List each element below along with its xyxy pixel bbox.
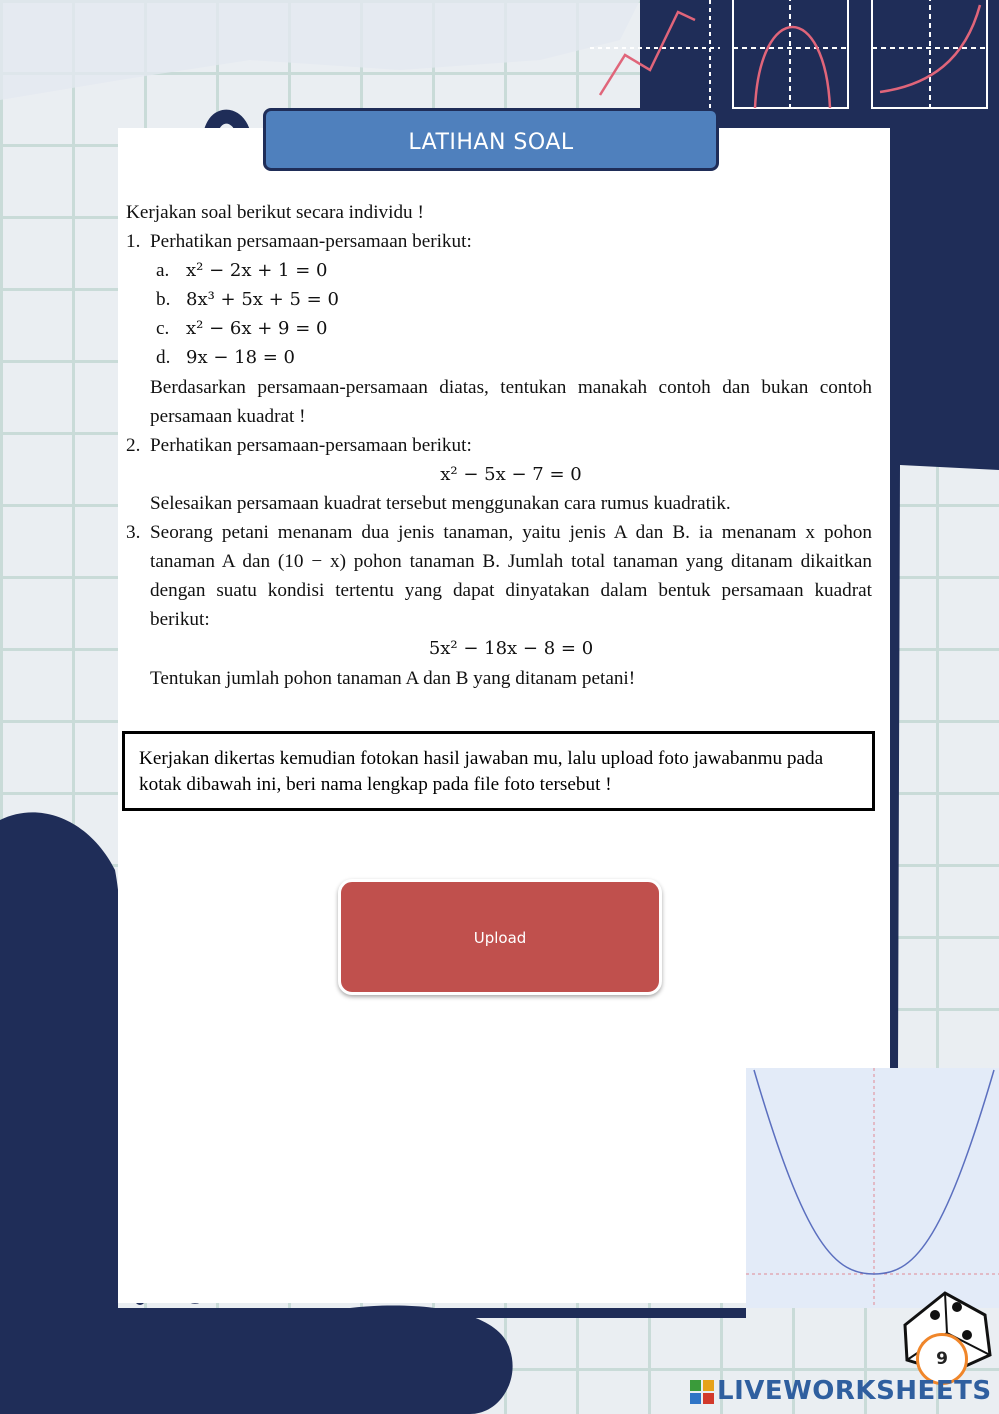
question-3: 3. Seorang petani menanam dua jenis tanaman, yaitu jenis A dan B. ia menanam x pohon tanaman A dan (10 − x) pohon tanaman B. Jumlah total tanaman yang ditanam dikaitkan dengan suatu kondisi tertentu yang dapat dinyatakan dalam bentuk persamaan kuadrat berikut: — [126, 522, 872, 631]
equation: x² − 6x + 9 = 0 — [186, 318, 328, 340]
equation: 8x³ + 5x + 5 = 0 — [186, 289, 339, 311]
submit-instruction-box: Kerjakan dikertas kemudian fotokan hasil jawaban mu, lalu upload foto jawabanmu pada kotak dibawah ini, beri nama lengkap pada file foto tersebut ! — [122, 731, 875, 811]
q2-equation: x² − 5x − 7 = 0 — [440, 463, 582, 485]
equation: x² − 2x + 1 = 0 — [186, 260, 328, 282]
q3-instruction: Tentukan jumlah pohon tanaman A dan B yang ditanam petani! — [150, 667, 636, 689]
parabola-graph-svg — [746, 1068, 999, 1308]
equation: 9x − 18 = 0 — [186, 347, 296, 369]
question-2: 2. Perhatikan persamaan-persamaan berikut: — [126, 434, 472, 456]
q1-instruction: Berdasarkan persamaan-persamaan diatas, tentukan manakah contoh dan bukan contoh persamaan kuadrat ! — [150, 376, 872, 427]
q3-equation: 5x² − 18x − 8 = 0 — [428, 638, 594, 660]
q1-option-d: d. 9x − 18 = 0 — [156, 347, 296, 369]
liveworksheets-logo-icon — [690, 1380, 714, 1404]
parabola-graph — [746, 1068, 999, 1308]
q1-option-b: b. 8x³ + 5x + 5 = 0 — [156, 289, 339, 311]
liveworksheets-brand: LIVEWORKSHEETS — [690, 1374, 992, 1408]
q1-option-c: c. x² − 6x + 9 = 0 — [156, 318, 328, 340]
page-title: LATIHAN SOAL — [263, 108, 719, 171]
upload-button[interactable]: Upload — [338, 879, 662, 995]
q1-option-a: a. x² − 2x + 1 = 0 — [156, 260, 328, 282]
question-1: 1. Perhatikan persamaan-persamaan berikut: — [126, 231, 472, 253]
question-content — [126, 198, 872, 693]
q2-instruction: Selesaikan persamaan kuadrat tersebut menggunakan cara rumus kuadratik. — [150, 492, 731, 514]
intro-text: Kerjakan soal berikut secara individu ! — [126, 202, 424, 223]
page-number: 9 — [916, 1333, 968, 1385]
